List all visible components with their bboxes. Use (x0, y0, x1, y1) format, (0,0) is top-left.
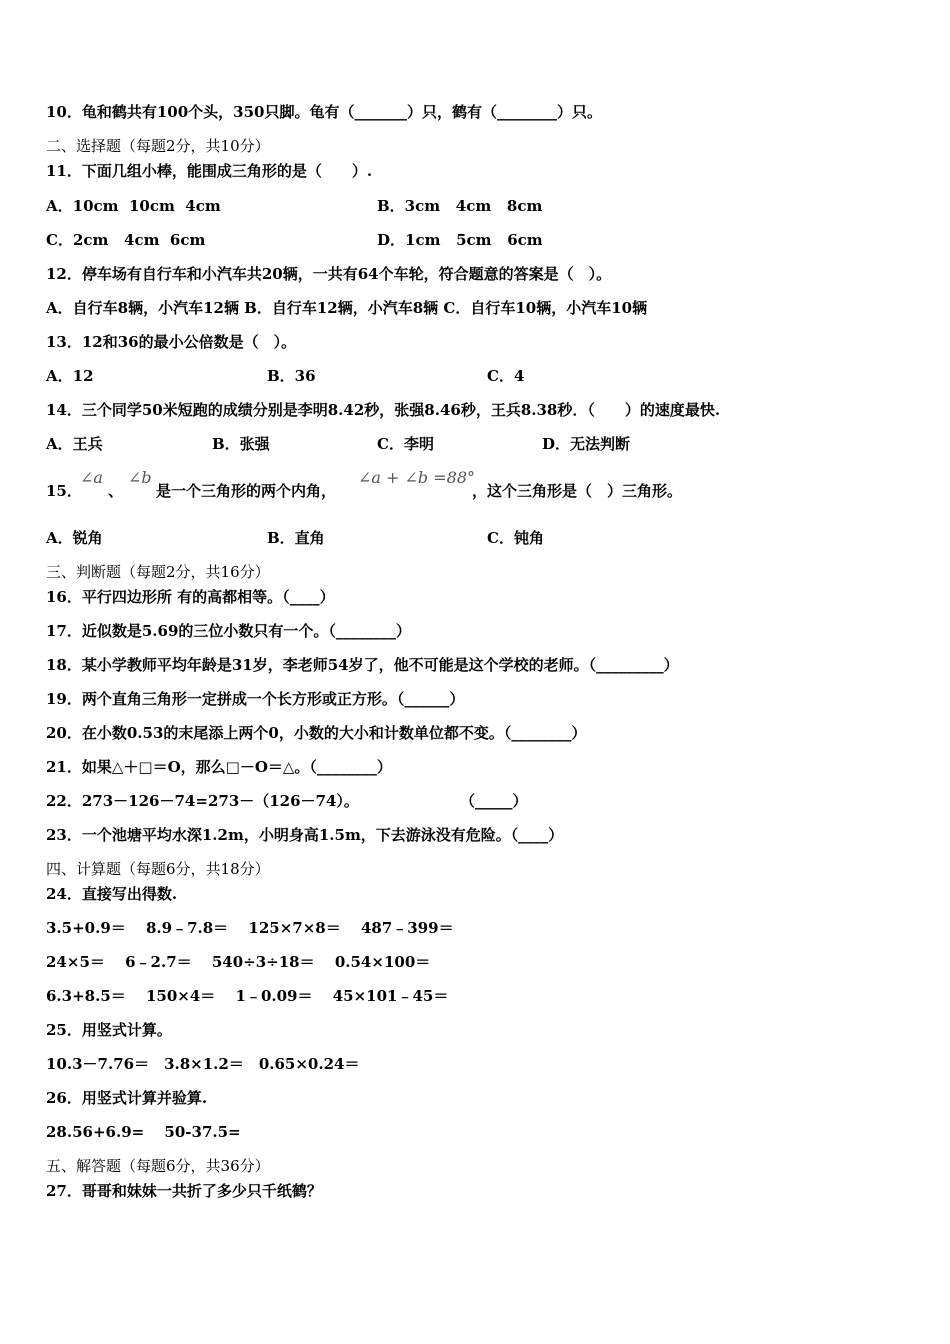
q15-option-c: C．钝角 (487, 529, 544, 547)
q22-answer-blank: （_____） (460, 792, 528, 810)
q12-options: A．自行车8辆，小汽车12辆 B．自行车12辆，小汽车8辆 C．自行车10辆，小汽车10辆 (46, 299, 648, 317)
q15-option-a: A．锐角 (46, 529, 103, 547)
question-13: 13．12和36的最小公倍数是（ ）。 (46, 333, 297, 351)
q15-separator: 、 (108, 482, 124, 500)
q15-number: 15． (46, 482, 82, 500)
question-17: 17．近似数是5.69的三位小数只有一个。（________） (46, 622, 411, 640)
q11-option-d: D．1cm 5cm 6cm (377, 231, 543, 249)
q15-angle-a: ∠a (80, 468, 103, 487)
q14-option-b: B．张强 (212, 435, 270, 453)
q15-angle-b: ∠b (128, 468, 152, 487)
question-18: 18．某小学教师平均年龄是31岁，李老师54岁了，他不可能是这个学校的老师。（_________） (46, 656, 679, 674)
q11-option-b: B．3cm 4cm 8cm (377, 197, 543, 215)
question-22: 22．273－126－74=273－（126－74）。 (46, 792, 359, 810)
question-12: 12．停车场有自行车和小汽车共20辆，一共有64个车轮，符合题意的答案是（ ）。 (46, 265, 612, 283)
question-11: 11．下面几组小棒，能围成三角形的是（ ）. (46, 162, 373, 180)
question-23: 23．一个池塘平均水深1.2m，小明身高1.5m，下去游泳没有危险。（____） (46, 826, 564, 844)
q25-row: 10.3－7.76＝ 3.8×1.2＝ 0.65×0.24＝ (46, 1055, 360, 1073)
question-16: 16．平行四边形所 有的高都相等。（____） (46, 588, 335, 606)
q13-option-b: B．36 (267, 367, 316, 385)
section-4-heading: 四、计算题（每题6分，共18分） (46, 860, 270, 878)
q15-tail: ，这个三角形是（ ）三角形。 (472, 482, 683, 500)
q15-text: 是一个三角形的两个内角， (156, 482, 337, 500)
q24-row-1: 3.5+0.9＝ 8.9﹣7.8＝ 125×7×8＝ 487﹣399＝ (46, 919, 454, 937)
q11-option-a: A．10cm 10cm 4cm (46, 197, 221, 215)
q11-option-c: C．2cm 4cm 6cm (46, 231, 206, 249)
q14-option-a: A．王兵 (46, 435, 103, 453)
question-27: 27．哥哥和妹妹一共折了多少只千纸鹤？ (46, 1182, 322, 1200)
q13-option-a: A．12 (46, 367, 94, 385)
question-20: 20．在小数0.53的末尾添上两个0，小数的大小和计数单位都不变。（________） (46, 724, 587, 742)
section-3-heading: 三、判断题（每题2分，共16分） (46, 563, 270, 581)
question-26: 26．用竖式计算并验算. (46, 1089, 208, 1107)
q15-formula: ∠a + ∠b =88° (358, 468, 476, 487)
section-2-heading: 二、选择题（每题2分，共10分） (46, 137, 270, 155)
q24-row-2: 24×5＝ 6﹣2.7＝ 540÷3÷18＝ 0.54×100＝ (46, 953, 431, 971)
question-21: 21．如果△＋□＝O，那么□－O＝△。（________） (46, 758, 392, 776)
q15-option-b: B．直角 (267, 529, 325, 547)
question-14: 14．三个同学50米短跑的成绩分别是李明8.42秒，张强8.46秒，王兵8.38秒．（ ）的速度最快. (46, 401, 721, 419)
question-19: 19．两个直角三角形一定拼成一个长方形或正方形。（______） (46, 690, 465, 708)
q14-option-c: C．李明 (377, 435, 434, 453)
question-24: 24．直接写出得数. (46, 885, 178, 903)
q26-row: 28.56+6.9= 50-37.5= (46, 1123, 241, 1141)
q13-option-c: C．4 (487, 367, 525, 385)
q14-option-d: D．无法判断 (542, 435, 631, 453)
q24-row-3: 6.3+8.5＝ 150×4＝ 1﹣0.09＝ 45×101﹣45＝ (46, 987, 449, 1005)
section-5-heading: 五、解答题（每题6分，共36分） (46, 1157, 270, 1175)
question-10: 10．龟和鹤共有100个头，350只脚。龟有（_______）只，鹤有（________）只。 (46, 103, 602, 121)
question-25: 25．用竖式计算。 (46, 1021, 172, 1039)
